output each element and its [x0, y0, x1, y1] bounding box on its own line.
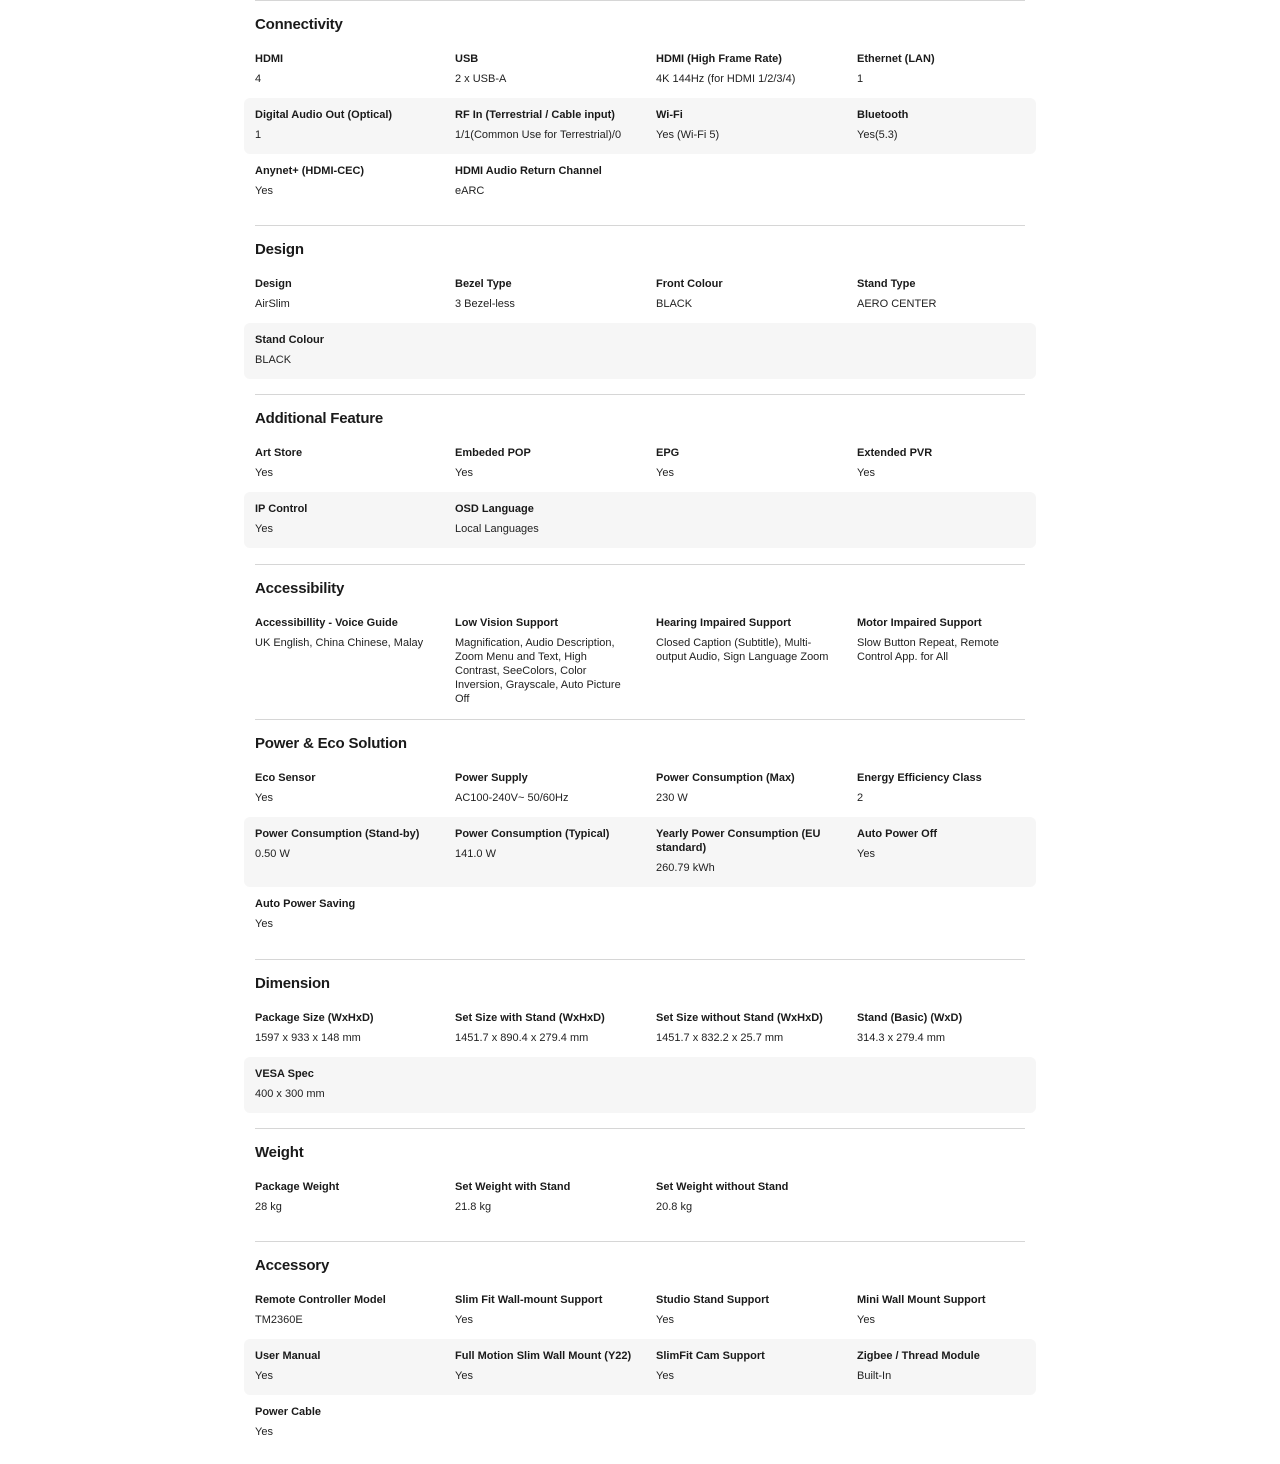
- spec-label: Auto Power Off: [857, 828, 938, 840]
- spec-label: Stand (Basic) (WxD): [857, 1012, 963, 1024]
- spec-value: TM2360E: [255, 1314, 303, 1326]
- spec-value: Yes(5.3): [857, 129, 898, 141]
- spec-label: USB: [455, 53, 479, 65]
- spec-section-power-eco-solution: [244, 719, 1036, 943]
- section-title: Design: [255, 241, 304, 258]
- spec-item-set-size-without-stand-wxhxd: [656, 1001, 834, 1045]
- spec-label: VESA Spec: [255, 1068, 314, 1080]
- spec-label: Yearly Power Consumption (EU standard): [656, 828, 821, 854]
- spec-item-wi-fi: [656, 98, 834, 142]
- spec-value: 2 x USB-A: [455, 73, 507, 85]
- spec-section-additional-feature: [244, 394, 1036, 548]
- spec-section-accessibility: [244, 564, 1036, 706]
- spec-item-usb: [455, 42, 633, 86]
- spec-item-bluetooth: [857, 98, 1035, 142]
- spec-value: Yes: [455, 1370, 473, 1382]
- spec-label: Zigbee / Thread Module: [857, 1350, 980, 1362]
- spec-item-power-consumption-typical: [455, 817, 633, 861]
- spec-value: Yes: [255, 918, 273, 930]
- spec-value: 1: [255, 129, 262, 141]
- spec-value: Yes: [255, 467, 273, 479]
- spec-item-zigbee-thread-module: [857, 1339, 1035, 1383]
- spec-row: [244, 761, 1036, 817]
- spec-label: Auto Power Saving: [255, 898, 356, 910]
- spec-item-power-consumption-stand-by: [255, 817, 433, 861]
- spec-label: Design: [255, 278, 292, 290]
- section-title: Connectivity: [255, 16, 343, 33]
- spec-label: Package Weight: [255, 1181, 340, 1193]
- section-title: Accessory: [255, 1257, 330, 1274]
- spec-section-dimension: [244, 959, 1036, 1113]
- spec-item-rf-in-terrestrial-cable-input: [455, 98, 633, 142]
- spec-item-accessibillity-voice-guide: [255, 606, 433, 650]
- section-divider: [255, 959, 1025, 960]
- spec-row: [244, 154, 1036, 210]
- spec-value: 4: [255, 73, 262, 85]
- spec-section-accessory: [244, 1241, 1036, 1451]
- spec-label: Bluetooth: [857, 109, 909, 121]
- spec-item-extended-pvr: [857, 436, 1035, 480]
- spec-item-slim-fit-wall-mount-support: [455, 1283, 633, 1327]
- spec-value: 28 kg: [255, 1201, 282, 1213]
- spec-value: 1451.7 x 832.2 x 25.7 mm: [656, 1032, 784, 1044]
- spec-item-mini-wall-mount-support: [857, 1283, 1035, 1327]
- spec-value: 230 W: [656, 792, 688, 804]
- spec-label: Set Size without Stand (WxHxD): [656, 1012, 823, 1024]
- spec-value: Local Languages: [455, 523, 539, 535]
- spec-row: [244, 1339, 1036, 1395]
- section-divider: [255, 0, 1025, 1]
- spec-label: Set Weight without Stand: [656, 1181, 789, 1193]
- section-divider: [255, 1128, 1025, 1129]
- spec-label: Package Size (WxHxD): [255, 1012, 374, 1024]
- spec-value: Yes (Wi-Fi 5): [656, 129, 720, 141]
- section-title: Accessibility: [255, 580, 345, 597]
- spec-item-epg: [656, 436, 834, 480]
- spec-label: Stand Type: [857, 278, 916, 290]
- spec-value: Yes: [455, 1314, 473, 1326]
- spec-row: [244, 1170, 1036, 1226]
- spec-item-full-motion-slim-wall-mount-y22: [455, 1339, 633, 1383]
- spec-label: HDMI Audio Return Channel: [455, 165, 602, 177]
- spec-label: Accessibillity - Voice Guide: [255, 617, 398, 629]
- spec-item-anynet-hdmi-cec: [255, 154, 433, 198]
- spec-item-yearly-power-consumption-eu-standard: [656, 817, 834, 875]
- spec-label: Set Weight with Stand: [455, 1181, 571, 1193]
- spec-value: Yes: [255, 523, 273, 535]
- spec-item-set-size-with-stand-wxhxd: [455, 1001, 633, 1045]
- spec-row: [244, 606, 1036, 706]
- spec-value: UK English, China Chinese, Malay: [255, 637, 424, 649]
- spec-label: Power Consumption (Max): [656, 772, 795, 784]
- spec-item-power-supply: [455, 761, 633, 805]
- spec-section-connectivity: [244, 0, 1036, 210]
- spec-value: 1597 x 933 x 148 mm: [255, 1032, 361, 1044]
- spec-label: Eco Sensor: [255, 772, 316, 784]
- spec-item-art-store: [255, 436, 433, 480]
- spec-label: Motor Impaired Support: [857, 617, 982, 629]
- spec-label: Art Store: [255, 447, 303, 459]
- spec-value: 21.8 kg: [455, 1201, 492, 1213]
- spec-value: 141.0 W: [455, 848, 496, 860]
- spec-value: 4K 144Hz (for HDMI 1/2/3/4): [656, 73, 796, 85]
- spec-value: Magnification, Audio Description, Zoom Menu and Text, High Contrast, SeeColors, Color Inversion, Grayscale, Auto Picture Off: [455, 637, 621, 705]
- spec-value: BLACK: [656, 298, 693, 310]
- spec-label: HDMI (High Frame Rate): [656, 53, 782, 65]
- spec-label: EPG: [656, 447, 680, 459]
- spec-row: [244, 436, 1036, 492]
- spec-item-bezel-type: [455, 267, 633, 311]
- spec-value: BLACK: [255, 354, 292, 366]
- spec-row: [244, 1283, 1036, 1339]
- section-divider: [255, 394, 1025, 395]
- spec-value: 20.8 kg: [656, 1201, 693, 1213]
- spec-value: 1: [857, 73, 864, 85]
- spec-section-design: [244, 225, 1036, 379]
- spec-item-auto-power-off: [857, 817, 1035, 861]
- spec-label: Bezel Type: [455, 278, 512, 290]
- spec-value: 0.50 W: [255, 848, 290, 860]
- spec-item-embeded-pop: [455, 436, 633, 480]
- spec-item-hearing-impaired-support: [656, 606, 834, 664]
- spec-value: Yes: [255, 1370, 273, 1382]
- spec-item-hdmi: [255, 42, 433, 86]
- spec-item-package-size-wxhxd: [255, 1001, 433, 1045]
- spec-item-hdmi-high-frame-rate: [656, 42, 834, 86]
- spec-label: OSD Language: [455, 503, 534, 515]
- spec-value: 3 Bezel-less: [455, 298, 515, 310]
- spec-row: [244, 1057, 1036, 1113]
- spec-item-set-weight-with-stand: [455, 1170, 633, 1214]
- spec-row: [244, 1395, 1036, 1451]
- spec-value: 314.3 x 279.4 mm: [857, 1032, 946, 1044]
- section-divider: [255, 225, 1025, 226]
- spec-label: Power Supply: [455, 772, 528, 784]
- spec-item-power-consumption-max: [656, 761, 834, 805]
- spec-label: Energy Efficiency Class: [857, 772, 982, 784]
- spec-label: Embeded POP: [455, 447, 531, 459]
- spec-item-eco-sensor: [255, 761, 433, 805]
- spec-item-ip-control: [255, 492, 433, 536]
- spec-label: User Manual: [255, 1350, 321, 1362]
- spec-value: Slow Button Repeat, Remote Control App. for All: [857, 637, 999, 663]
- spec-value: Yes: [255, 185, 273, 197]
- spec-value: Yes: [455, 467, 473, 479]
- spec-item-power-cable: [255, 1395, 433, 1439]
- spec-item-slimfit-cam-support: [656, 1339, 834, 1383]
- spec-label: HDMI: [255, 53, 284, 65]
- spec-item-package-weight: [255, 1170, 433, 1214]
- spec-label: SlimFit Cam Support: [656, 1350, 765, 1362]
- spec-item-auto-power-saving: [255, 887, 433, 931]
- spec-item-user-manual: [255, 1339, 433, 1383]
- spec-section-weight: [244, 1128, 1036, 1226]
- spec-value: Yes: [656, 467, 674, 479]
- spec-value: 1/1(Common Use for Terrestrial)/0: [455, 129, 622, 141]
- section-divider: [255, 564, 1025, 565]
- section-title: Weight: [255, 1144, 304, 1161]
- spec-label: Remote Controller Model: [255, 1294, 386, 1306]
- spec-label: Full Motion Slim Wall Mount (Y22): [455, 1350, 632, 1362]
- spec-value: 1451.7 x 890.4 x 279.4 mm: [455, 1032, 589, 1044]
- spec-label: Stand Colour: [255, 334, 325, 346]
- spec-row: [244, 98, 1036, 154]
- spec-label: Set Size with Stand (WxHxD): [455, 1012, 605, 1024]
- spec-item-motor-impaired-support: [857, 606, 1035, 664]
- spec-label: Hearing Impaired Support: [656, 617, 792, 629]
- spec-label: Wi-Fi: [656, 109, 683, 121]
- spec-label: RF In (Terrestrial / Cable input): [455, 109, 615, 121]
- spec-value: Closed Caption (Subtitle), Multi-output Audio, Sign Language Zoom: [656, 637, 829, 663]
- spec-value: eARC: [455, 185, 485, 197]
- spec-label: Anynet+ (HDMI-CEC): [255, 165, 365, 177]
- spec-value: Yes: [857, 848, 875, 860]
- section-title: Dimension: [255, 975, 330, 992]
- spec-item-osd-language: [455, 492, 633, 536]
- spec-value: 260.79 kWh: [656, 862, 715, 874]
- spec-item-stand-colour: [255, 323, 433, 367]
- spec-item-design: [255, 267, 433, 311]
- spec-row: [244, 323, 1036, 379]
- spec-label: IP Control: [255, 503, 308, 515]
- spec-value: Built-In: [857, 1370, 892, 1382]
- spec-item-digital-audio-out-optical: [255, 98, 433, 142]
- spec-label: Power Cable: [255, 1406, 322, 1418]
- spec-label: Slim Fit Wall-mount Support: [455, 1294, 603, 1306]
- spec-value: 2: [857, 792, 864, 804]
- spec-value: Yes: [857, 467, 875, 479]
- spec-item-low-vision-support: [455, 606, 633, 706]
- spec-row: [244, 817, 1036, 887]
- spec-value: Yes: [656, 1314, 674, 1326]
- spec-label: Ethernet (LAN): [857, 53, 935, 65]
- spec-value: AERO CENTER: [857, 298, 937, 310]
- spec-label: Extended PVR: [857, 447, 933, 459]
- spec-label: Front Colour: [656, 278, 723, 290]
- spec-label: Digital Audio Out (Optical): [255, 109, 393, 121]
- spec-row: [244, 267, 1036, 323]
- section-title: Additional Feature: [255, 410, 384, 427]
- section-title: Power & Eco Solution: [255, 735, 407, 752]
- spec-value: Yes: [656, 1370, 674, 1382]
- spec-value: 400 x 300 mm: [255, 1088, 325, 1100]
- section-divider: [255, 1241, 1025, 1242]
- spec-item-energy-efficiency-class: [857, 761, 1035, 805]
- spec-value: Yes: [255, 792, 273, 804]
- spec-item-front-colour: [656, 267, 834, 311]
- spec-item-remote-controller-model: [255, 1283, 433, 1327]
- spec-item-vesa-spec: [255, 1057, 433, 1101]
- spec-label: Studio Stand Support: [656, 1294, 770, 1306]
- spec-label: Power Consumption (Typical): [455, 828, 610, 840]
- spec-value: AirSlim: [255, 298, 290, 310]
- spec-value: Yes: [255, 1426, 273, 1438]
- spec-label: Mini Wall Mount Support: [857, 1294, 986, 1306]
- spec-label: Low Vision Support: [455, 617, 559, 629]
- section-divider: [255, 719, 1025, 720]
- spec-item-ethernet-lan: [857, 42, 1035, 86]
- spec-item-stand-basic-wxd: [857, 1001, 1035, 1045]
- spec-row: [244, 1001, 1036, 1057]
- spec-value: AC100-240V~ 50/60Hz: [455, 792, 569, 804]
- spec-row: [244, 887, 1036, 943]
- spec-value: Yes: [857, 1314, 875, 1326]
- spec-item-set-weight-without-stand: [656, 1170, 834, 1214]
- spec-row: [244, 492, 1036, 548]
- spec-item-studio-stand-support: [656, 1283, 834, 1327]
- spec-item-stand-type: [857, 267, 1035, 311]
- spec-row: [244, 42, 1036, 98]
- spec-label: Power Consumption (Stand-by): [255, 828, 420, 840]
- spec-item-hdmi-audio-return-channel: [455, 154, 633, 198]
